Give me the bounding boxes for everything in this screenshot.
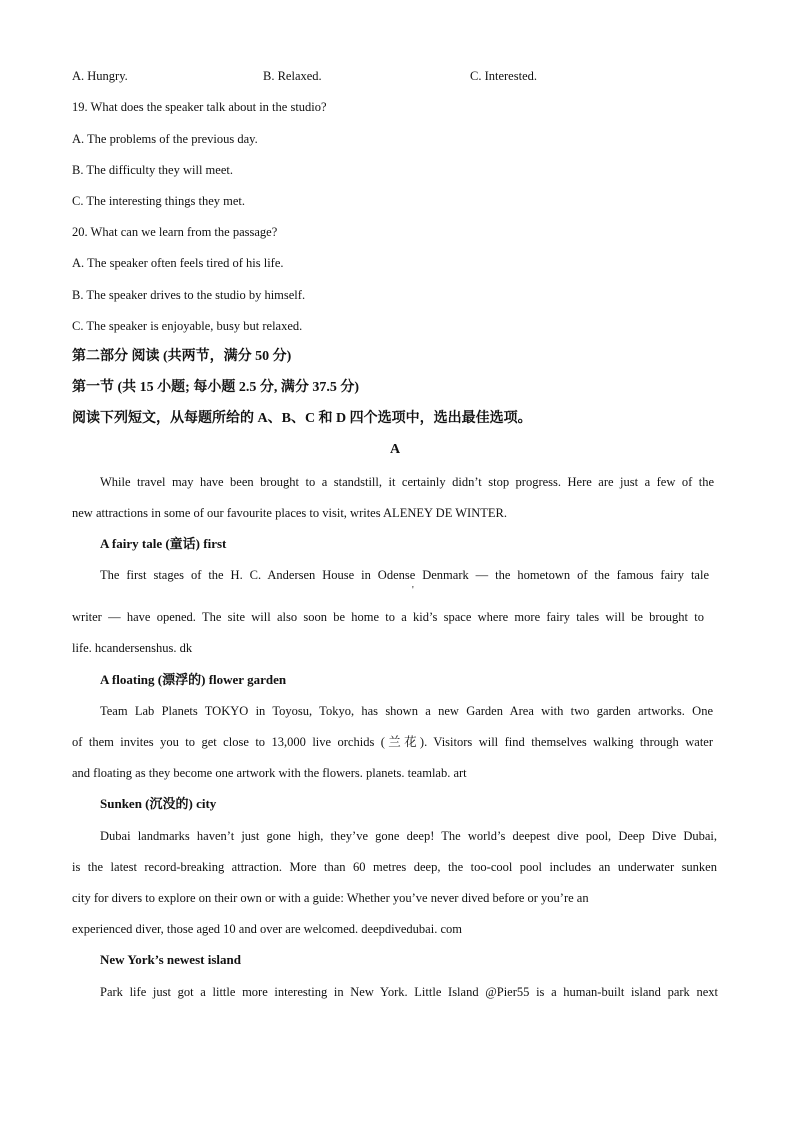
fairy-tale-line-1: The first stages of the H. C. Andersen House in Odense Denmark — the hometown of the famous fairy tale xyxy=(100,568,709,582)
sunken-city-line-3: city for divers to explore on their own or with a guide: Whether you’ve never dived before or you’re an xyxy=(72,891,589,905)
q18-option-a: A. Hungry. xyxy=(72,69,128,83)
q19-option-b: B. The difficulty they will meet. xyxy=(72,163,233,177)
q20-option-a: A. The speaker often feels tired of his life. xyxy=(72,256,284,270)
q18-option-b: B. Relaxed. xyxy=(263,69,322,83)
part-title: 第二部分 阅读 (共两节，满分 50 分) xyxy=(72,349,292,364)
section-title: 第一节 (共 15 小题; 每小题 2.5 分, 满分 37.5 分) xyxy=(72,380,359,395)
flower-garden-line-3: and floating as they become one artwork with the flowers. planets. teamlab. art xyxy=(72,766,467,780)
heading-fairy-tale: A fairy tale (童话) first xyxy=(100,536,227,551)
q19-option-c: C. The interesting things they met. xyxy=(72,194,246,208)
instructions: 阅读下列短文，从每题所给的 A、B、C 和 D 四个选项中，选出最佳选项。 xyxy=(72,411,532,426)
heading-flower-garden: A floating (漂浮的) flower garden xyxy=(100,672,287,687)
passage-label: A xyxy=(390,442,401,457)
intro-line-1: While travel may have been brought to a standstill, it certainly didn’t stop progress. Here are just a few of the xyxy=(100,475,714,489)
q18-options xyxy=(72,68,722,84)
q20-question: 20. What can we learn from the passage? xyxy=(72,225,278,239)
heading-new-york-island: New York’s newest island xyxy=(100,952,241,967)
q18-option-c: C. Interested. xyxy=(470,69,537,83)
flower-garden-line-2: of them invites you to get close to 13,000 live orchids (兰花). Visitors will find themselves walking through water xyxy=(72,735,713,749)
heading-sunken-city: Sunken (沉没的) city xyxy=(100,796,217,811)
sunken-city-line-1: Dubai landmarks haven’t just gone high, they’ve gone deep! The world’s deepest dive pool, Deep Dive Dubai, xyxy=(100,829,717,843)
fairy-tale-line-2: writer — have opened. The site will also soon be home to a kid’s space where more fairy tales will be brought to xyxy=(72,610,704,624)
fairy-tale-line-3: life. hcandersenshus. dk xyxy=(72,641,193,655)
q20-option-b: B. The speaker drives to the studio by himself. xyxy=(72,288,306,302)
q19-question: 19. What does the speaker talk about in the studio? xyxy=(72,100,327,114)
q19-option-a: A. The problems of the previous day. xyxy=(72,132,258,146)
new-york-line-1: Park life just got a little more interesting in New York. Little Island @Pier55 is a human-built island park next xyxy=(100,985,718,999)
sunken-city-line-4: experienced diver, those aged 10 and over are welcomed. deepdivedubai. com xyxy=(72,922,462,936)
stray-mark: ' xyxy=(412,585,414,596)
sunken-city-line-2: is the latest record-breaking attraction. More than 60 metres deep, the too-cool pool includes an underwater sunken xyxy=(72,860,717,874)
q20-option-c: C. The speaker is enjoyable, busy but relaxed. xyxy=(72,319,303,333)
flower-garden-line-1: Team Lab Planets TOKYO in Toyosu, Tokyo, has shown a new Garden Area with two garden artworks. One xyxy=(100,704,713,718)
intro-line-2: new attractions in some of our favourite places to visit, writes ALENEY DE WINTER. xyxy=(72,506,507,520)
